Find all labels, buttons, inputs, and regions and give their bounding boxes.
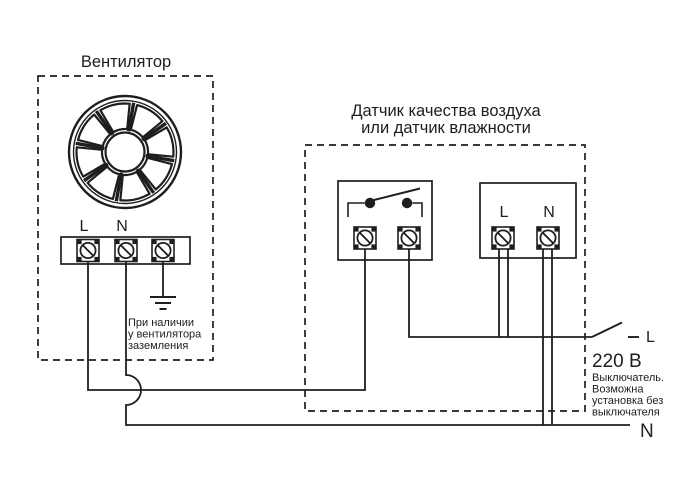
switch-note-line3: установка без	[592, 395, 664, 407]
switch-note-line1: Выключатель.	[592, 372, 665, 384]
ground-note-line1: При наличии	[128, 317, 194, 329]
terminal-screw-icon	[354, 227, 376, 249]
sensor-box-title-line2: или датчик влажности	[361, 119, 531, 137]
sensor-box-title-line1: Датчик качества воздуха	[351, 102, 541, 120]
terminal-screw-icon	[115, 240, 137, 262]
wire-line-relay-to-switch	[409, 249, 592, 337]
terminal-screw-icon	[492, 227, 514, 249]
fan-terminal-n-label: N	[116, 218, 128, 235]
ground-icon	[150, 258, 176, 309]
sensor-terminal-n-label: N	[543, 204, 555, 221]
sensor-terminal-l-label: L	[499, 204, 509, 221]
supply-line-label: L	[646, 329, 655, 346]
terminal-screw-icon	[537, 227, 559, 249]
switch-note-line4: выключателя	[592, 406, 660, 419]
ground-note-line3: заземления	[128, 340, 189, 352]
fan-icon	[69, 96, 181, 208]
supply-neutral-label: N	[640, 421, 654, 442]
switch-note-line2: Возможна	[592, 383, 644, 396]
ground-note-line2: у вентилятора	[128, 328, 202, 341]
supply-voltage-label: 220 В	[592, 351, 642, 372]
supply-switch-icon	[592, 323, 639, 338]
terminal-screw-icon	[152, 240, 174, 262]
fan-terminal-l-label: L	[79, 218, 89, 235]
terminal-screw-icon	[77, 240, 99, 262]
terminal-screw-icon	[398, 227, 420, 249]
wire-neutral-fan-to-supply	[126, 258, 630, 425]
fan-box-title: Вентилятор	[80, 53, 172, 71]
